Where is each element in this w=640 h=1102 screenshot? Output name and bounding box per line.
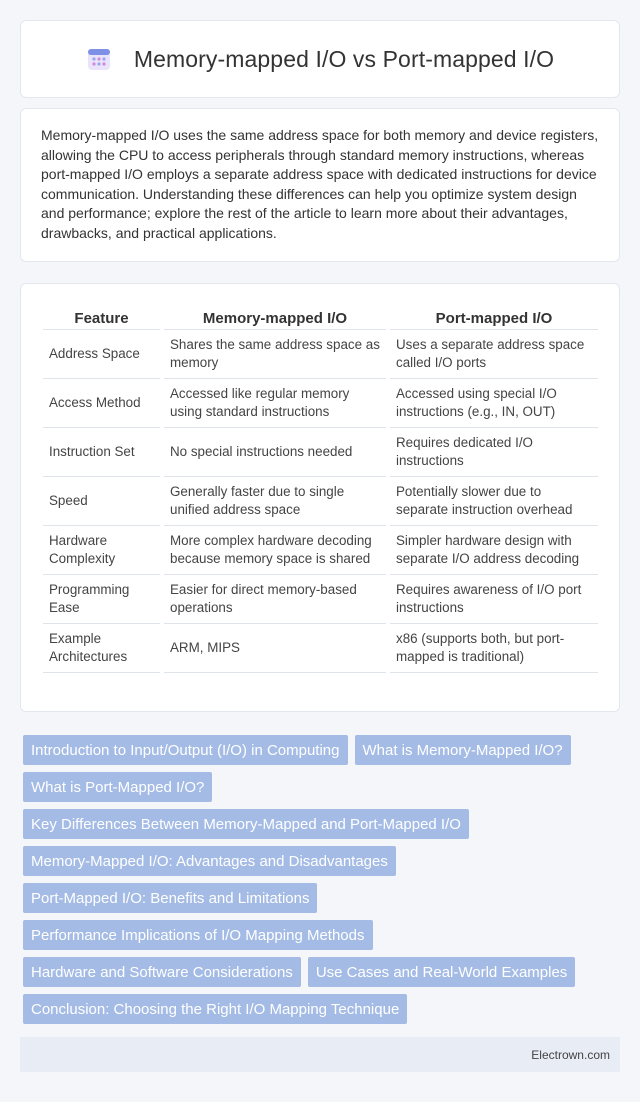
tag-memory-mapped-advantages[interactable]: Memory-Mapped I/O: Advantages and Disadvantages [23,846,396,876]
intro-text: Memory-mapped I/O uses the same address space for both memory and device registers, allowing the CPU to access peripherals through standard memory instructions, whereas port-mapped I/O employs a separate address space with dedicated instructions for device communication. Understanding these differences can help you optimize system design and performance; explore the rest of the article to learn more about their advantages, drawbacks, and practical applications. [41,127,599,241]
table-cell: Simpler hardware design with separate I/O address decoding [388,525,598,574]
topic-tags [23,735,623,1031]
tag-row [23,994,623,1024]
table-cell: Address Space [43,329,162,378]
table-cell: Example Architectures [43,623,162,672]
table-row [43,525,598,574]
table-cell: Programming Ease [43,574,162,623]
tag-performance-implications[interactable]: Performance Implications of I/O Mapping Methods [23,920,373,950]
intro-card [20,108,620,262]
tag-hardware-software[interactable]: Hardware and Software Considerations [23,957,301,987]
tag-what-is-port-mapped[interactable]: What is Port-Mapped I/O? [23,772,212,802]
table-row [43,329,598,378]
table-cell: ARM, MIPS [162,623,388,672]
calendar-icon [86,46,112,72]
table-cell: Shares the same address space as memory [162,329,388,378]
table-cell: x86 (supports both, but port-mapped is traditional) [388,623,598,672]
comparison-table [43,304,598,673]
tag-conclusion[interactable]: Conclusion: Choosing the Right I/O Mapping Technique [23,994,407,1024]
table-cell: Accessed using special I/O instructions (e.g., IN, OUT) [388,378,598,427]
tag-row [23,772,623,802]
tag-port-mapped-benefits[interactable]: Port-Mapped I/O: Benefits and Limitations [23,883,317,913]
tag-introduction[interactable]: Introduction to Input/Output (I/O) in Computing [23,735,348,765]
table-cell: No special instructions needed [162,427,388,476]
tag-what-is-memory-mapped[interactable]: What is Memory-Mapped I/O? [355,735,571,765]
tag-key-differences[interactable]: Key Differences Between Memory-Mapped and Port-Mapped I/O [23,809,469,839]
table-row [43,574,598,623]
table-cell: Access Method [43,378,162,427]
table-cell: Accessed like regular memory using standard instructions [162,378,388,427]
tag-row [23,883,623,913]
footer [20,1037,620,1072]
tag-use-cases[interactable]: Use Cases and Real-World Examples [308,957,576,987]
table-cell: Instruction Set [43,427,162,476]
table-row [43,378,598,427]
table-row [43,476,598,525]
table-row [43,427,598,476]
header-port-mapped: Port-mapped I/O [388,304,598,329]
table-card [20,283,620,712]
title-card [20,20,620,98]
header-memory-mapped: Memory-mapped I/O [162,304,388,329]
tag-row [23,846,623,876]
tag-row [23,809,623,839]
page-title: Memory-mapped I/O vs Port-mapped I/O [133,45,555,72]
table-cell: Potentially slower due to separate instruction overhead [388,476,598,525]
table-cell: Hardware Complexity [43,525,162,574]
table-cell: Speed [43,476,162,525]
footer-brand[interactable]: Electrown.com [531,1047,610,1062]
table-header-row [43,304,598,329]
table-row [43,623,598,672]
table-cell: Easier for direct memory-based operations [162,574,388,623]
tag-row [23,920,623,950]
table-cell: Requires dedicated I/O instructions [388,427,598,476]
header-feature: Feature [43,304,162,329]
table-cell: Uses a separate address space called I/O ports [388,329,598,378]
tag-row [23,735,623,765]
table-cell: Requires awareness of I/O port instructions [388,574,598,623]
tag-row [23,957,623,987]
table-cell: More complex hardware decoding because memory space is shared [162,525,388,574]
table-cell: Generally faster due to single unified address space [162,476,388,525]
